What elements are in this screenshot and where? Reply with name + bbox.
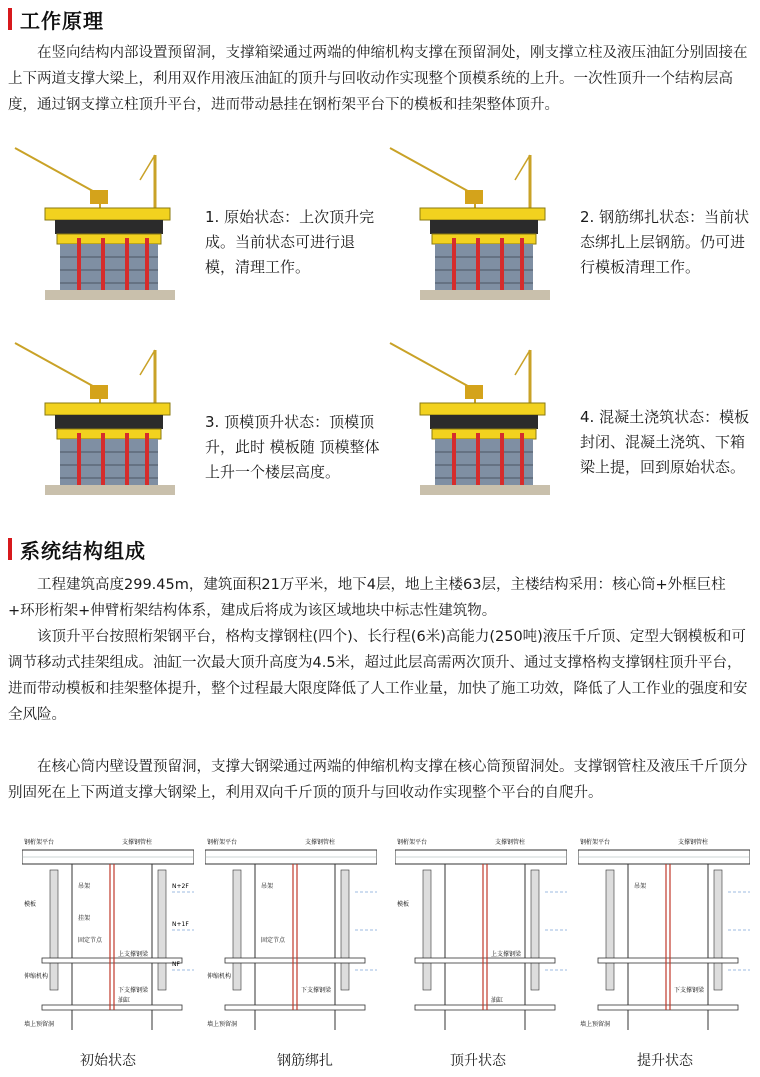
- label-floor-a: N+2F: [172, 883, 189, 890]
- label-column: 支撑钢管柱: [678, 839, 709, 846]
- label-telescopic: 伸缩机构: [207, 973, 232, 980]
- state-2-caption: 2. 钢筋绑扎状态：当前状态绑扎上层钢筋。仍可进行模板清理工作。: [580, 208, 750, 276]
- diagram-1-caption: 初始状态: [80, 1053, 136, 1069]
- diagram-lifting: [578, 830, 750, 1030]
- state-3-caption: 3. 顶模顶升状态：顶模顶升，此时 模板随 顶模整体上升一个楼层高度。: [205, 413, 380, 481]
- structure-paragraph-1: 工程建筑高度299.45m，建筑面积21万平米，地下4层，地上主楼63层，主楼结构采用：核心筒+外框巨柱+环形桁架+伸臂桁架结构体系，建成后将成为该区域地块中标志性建筑物。: [8, 577, 726, 619]
- label-column: 支撑钢管柱: [122, 839, 153, 846]
- label-upper-beam: 上支撑钢梁: [491, 951, 522, 958]
- label-floor-b: N+1F: [172, 921, 189, 928]
- diagram-4-caption: 提升状态: [637, 1053, 693, 1069]
- label-lower-beam: 下支撑钢梁: [301, 987, 332, 994]
- label-formwork: 模板: [24, 901, 37, 908]
- label-cylinder: 油缸: [118, 997, 131, 1004]
- state-3-photo: [5, 335, 175, 495]
- label-upper-beam: 上支撑钢梁: [118, 951, 149, 958]
- state-2-photo: [380, 140, 550, 300]
- label-platform: 钢桁架平台: [580, 839, 611, 846]
- label-lower-beam: 下支撑钢梁: [118, 987, 149, 994]
- structure-paragraph-2: 该顶升平台按照桁架钢平台，格构支撑钢柱(四个)、长行程(6米)高能力(250吨)液压千斤顶、定型大钢模板和可调节移动式挂架组成。油缸一次最大顶升高度为4.5米，超过此层高需两次顶升、通过支撑格构支撑钢柱顶升平台，进而带动模板和挂架整体提升，整个过程最大限度降低了人工作业量，加快了施工功效，降低了人工作业的强度和安全风险。: [8, 629, 748, 723]
- label-fixed-node: 固定节点: [78, 937, 103, 944]
- label-hanger: 吊架: [261, 883, 274, 890]
- section-title-structure: [8, 536, 146, 562]
- diagram-initial: [22, 830, 194, 1030]
- section-title-text: 工作原理: [20, 8, 104, 33]
- label-formwork: 模板: [397, 901, 410, 908]
- label-column: 支撑钢管柱: [495, 839, 526, 846]
- label-platform: 钢桁架平台: [207, 839, 238, 846]
- label-reserved-hole: 墙上预留洞: [580, 1021, 611, 1028]
- label-column: 支撑钢管柱: [305, 839, 336, 846]
- state-1-caption: 1. 原始状态：上次顶升完成。当前状态可进行退模，清理工作。: [205, 208, 375, 276]
- label-hanger: 吊架: [634, 883, 647, 890]
- label-lower-beam: 下支撑钢梁: [674, 987, 705, 994]
- diagram-2-caption: 钢筋绑扎: [277, 1053, 333, 1069]
- section-title-principle: [8, 6, 104, 32]
- section-title-text: 系统结构组成: [20, 538, 146, 563]
- label-cylinder: 油缸: [491, 997, 504, 1004]
- label-telescopic: 伸缩机构: [24, 973, 49, 980]
- diagram-jacking: [395, 830, 567, 1030]
- label-hook: 挂架: [78, 915, 91, 922]
- title-accent-bar: [8, 8, 12, 30]
- principle-paragraph: 在竖向结构内部设置预留洞，支撑箱梁通过两端的伸缩机构支撑在预留洞处，刚支撑立柱及液压油缸分别固接在上下两道支撑大梁上，利用双作用液压油缸的顶升与回收动作实现整个顶模系统的上升。一次性顶升一个结构层高度，通过钢支撑立柱顶升平台，进而带动悬挂在钢桁架平台下的模板和挂架整体顶升。: [8, 45, 748, 113]
- diagram-3-caption: 顶升状态: [450, 1053, 506, 1069]
- label-fixed-node: 固定节点: [261, 937, 286, 944]
- state-4-caption: 4. 混凝土浇筑状态：模板封闭、混凝土浇筑、下箱梁上提，回到原始状态。: [580, 408, 750, 476]
- title-accent-bar: [8, 538, 12, 560]
- label-reserved-hole: 墙上预留洞: [24, 1021, 55, 1028]
- label-reserved-hole: 墙上预留洞: [207, 1021, 238, 1028]
- label-hanger: 吊架: [78, 883, 91, 890]
- diagram-rebar: [205, 830, 377, 1030]
- state-1-photo: [5, 140, 175, 300]
- label-floor-c: NF: [172, 961, 180, 968]
- label-platform: 钢桁架平台: [24, 839, 55, 846]
- label-platform: 钢桁架平台: [397, 839, 428, 846]
- structure-paragraph-3: 在核心筒内壁设置预留洞，支撑大钢梁通过两端的伸缩机构支撑在核心筒预留洞处。支撑钢管柱及液压千斤顶分别固死在上下两道支撑大钢梁上，利用双向千斤顶的顶升与回收动作实现整个平台的自爬升。: [8, 759, 748, 801]
- state-4-photo: [380, 335, 550, 495]
